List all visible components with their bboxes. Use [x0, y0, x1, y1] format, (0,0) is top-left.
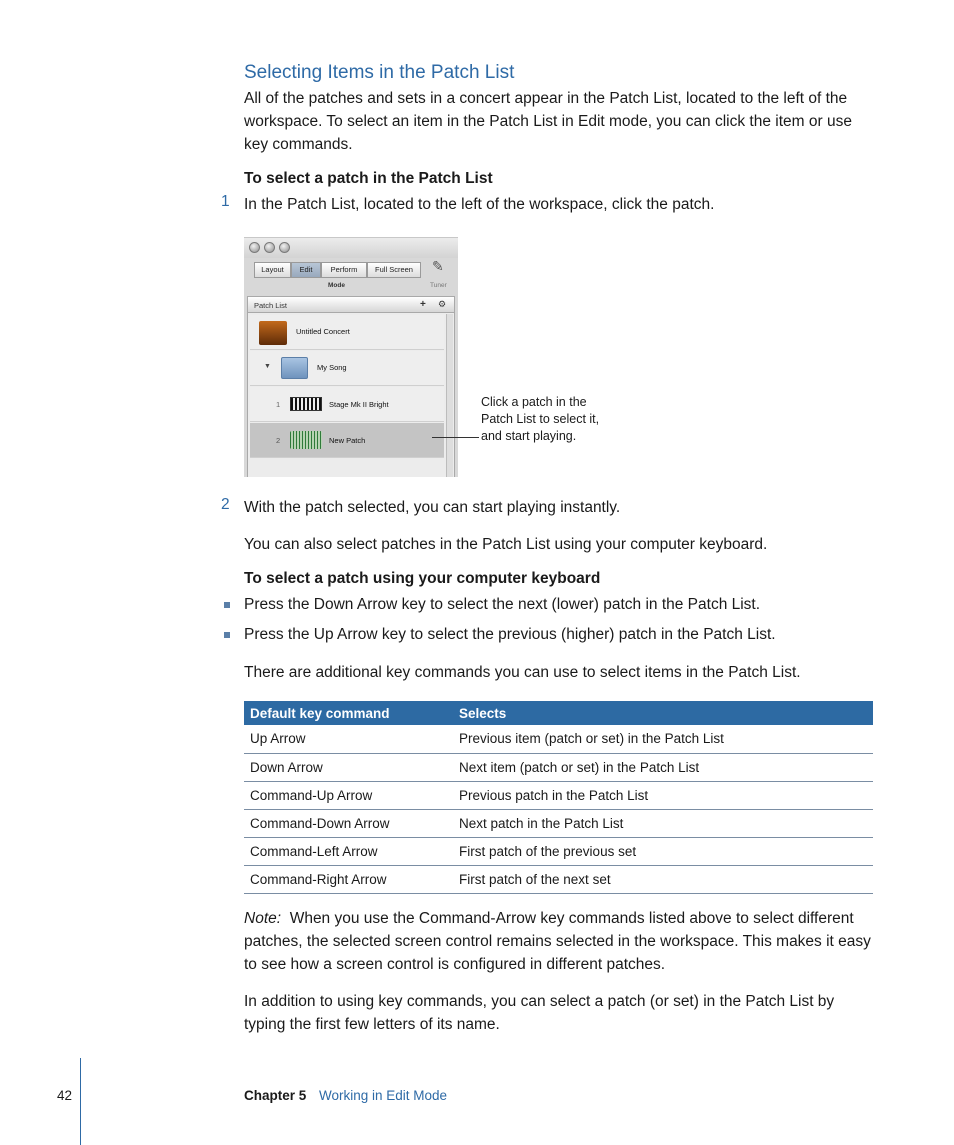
table-cell: First patch of the previous set	[453, 837, 873, 865]
followup-paragraph-1: You can also select patches in the Patch List using your computer keyboard.	[244, 536, 768, 553]
patch-list-item-patch-selected[interactable]	[250, 423, 444, 458]
step-text-2: With the patch selected, you can start playing instantly.	[244, 499, 621, 516]
table-row	[244, 809, 873, 837]
screenshot-callout: Click a patch in the Patch List to select it, and start playing.	[481, 395, 600, 443]
task-heading-select-patch: To select a patch in the Patch List	[244, 170, 493, 187]
table-header-cell: Default key command	[244, 701, 453, 725]
patch-list-title: Patch List	[254, 301, 287, 310]
followup-paragraph-2: There are additional key commands you can use to select items in the Patch List.	[244, 664, 801, 681]
step-number-2: 2	[221, 496, 230, 513]
patch-list-screenshot	[244, 237, 458, 477]
patch-list-header	[248, 297, 454, 313]
patch-list-item-patch[interactable]	[250, 387, 444, 422]
mode-layout-button[interactable]: Layout	[254, 262, 291, 278]
mode-perform-button[interactable]: Perform	[321, 262, 367, 278]
note-label: Note:	[244, 910, 282, 927]
keyboard-icon	[290, 397, 322, 411]
mode-fullscreen-button[interactable]: Full Screen	[367, 262, 421, 278]
task-heading-keyboard: To select a patch using your computer keyboard	[244, 570, 601, 587]
patch-list-item-set[interactable]	[250, 351, 444, 386]
table-row	[244, 837, 873, 865]
tuner-label: Tuner	[430, 282, 447, 289]
tuner-icon[interactable]: ✎	[432, 258, 444, 274]
table-row	[244, 781, 873, 809]
patch-list-item-label: New Patch	[329, 436, 366, 445]
bullet-icon	[224, 632, 230, 638]
table-cell: Next item (patch or set) in the Patch List	[453, 753, 873, 781]
table-cell: Previous item (patch or set) in the Patch List	[453, 725, 873, 753]
table-cell: Previous patch in the Patch List	[453, 781, 873, 809]
mode-label: Mode	[328, 282, 345, 289]
table-header-row	[244, 701, 873, 725]
patch-number: 2	[276, 436, 281, 445]
bullet-text-2: Press the Up Arrow key to select the previous (higher) patch in the Patch List.	[244, 626, 776, 643]
table-cell: Up Arrow	[244, 725, 453, 753]
intro-paragraph: All of the patches and sets in a concert appear in the Patch List, located to the left of the workspace. To select an item in the Patch List in Edit mode, you can click the item or use key commands.	[244, 90, 852, 153]
table-cell: Down Arrow	[244, 753, 453, 781]
patch-list-panel	[247, 296, 455, 477]
patch-list-scrollbar[interactable]	[446, 314, 453, 477]
patch-list-item-label: Untitled Concert	[296, 327, 350, 336]
note-paragraph	[244, 907, 876, 976]
table-cell: Command-Up Arrow	[244, 781, 453, 809]
footer-chapter-title: Working in Edit Mode	[319, 1088, 448, 1103]
patch-list-item-label: Stage Mk II Bright	[329, 400, 389, 409]
table-cell: Command-Down Arrow	[244, 809, 453, 837]
close-window-icon[interactable]	[249, 242, 260, 253]
section-title: Selecting Items in the Patch List	[244, 62, 515, 83]
zoom-window-icon[interactable]	[279, 242, 290, 253]
concert-icon	[259, 321, 287, 345]
bullet-text-1: Press the Down Arrow key to select the next (lower) patch in the Patch List.	[244, 596, 761, 613]
table-row	[244, 753, 873, 781]
mode-edit-button[interactable]: Edit	[291, 262, 321, 278]
add-patch-icon[interactable]: +	[420, 299, 426, 310]
table-cell: First patch of the next set	[453, 865, 873, 893]
patch-number: 1	[276, 400, 281, 409]
disclosure-triangle-icon[interactable]: ▼	[264, 363, 271, 370]
footer-divider	[80, 1058, 81, 1145]
gear-icon[interactable]: ⚙	[438, 299, 447, 309]
waveform-icon	[290, 431, 322, 449]
footer-chapter: Chapter 5	[244, 1088, 307, 1103]
step-number-1: 1	[221, 193, 230, 210]
key-commands-table	[244, 701, 873, 894]
bullet-icon	[224, 602, 230, 608]
table-cell: Command-Left Arrow	[244, 837, 453, 865]
page-number: 42	[57, 1088, 73, 1103]
note-text: When you use the Command-Arrow key commands listed above to select different patches, the selected screen control remains selected in the workspace. This makes it easy to see how a screen control is configured in different patches.	[244, 910, 871, 973]
closing-paragraph: In addition to using key commands, you can select a patch (or set) in the Patch List by typing the first few letters of its name.	[244, 993, 835, 1033]
patch-list-item-label: My Song	[317, 363, 347, 372]
window-titlebar	[244, 238, 458, 258]
table-cell: Next patch in the Patch List	[453, 809, 873, 837]
callout-leader-line	[432, 437, 479, 438]
minimize-window-icon[interactable]	[264, 242, 275, 253]
step-text-1: In the Patch List, located to the left of the workspace, click the patch.	[244, 196, 715, 213]
table-row	[244, 865, 873, 893]
table-header-cell: Selects	[453, 701, 873, 725]
folder-icon	[281, 357, 308, 379]
patch-list-item-concert[interactable]	[250, 315, 444, 350]
table-cell: Command-Right Arrow	[244, 865, 453, 893]
table-row	[244, 725, 873, 753]
